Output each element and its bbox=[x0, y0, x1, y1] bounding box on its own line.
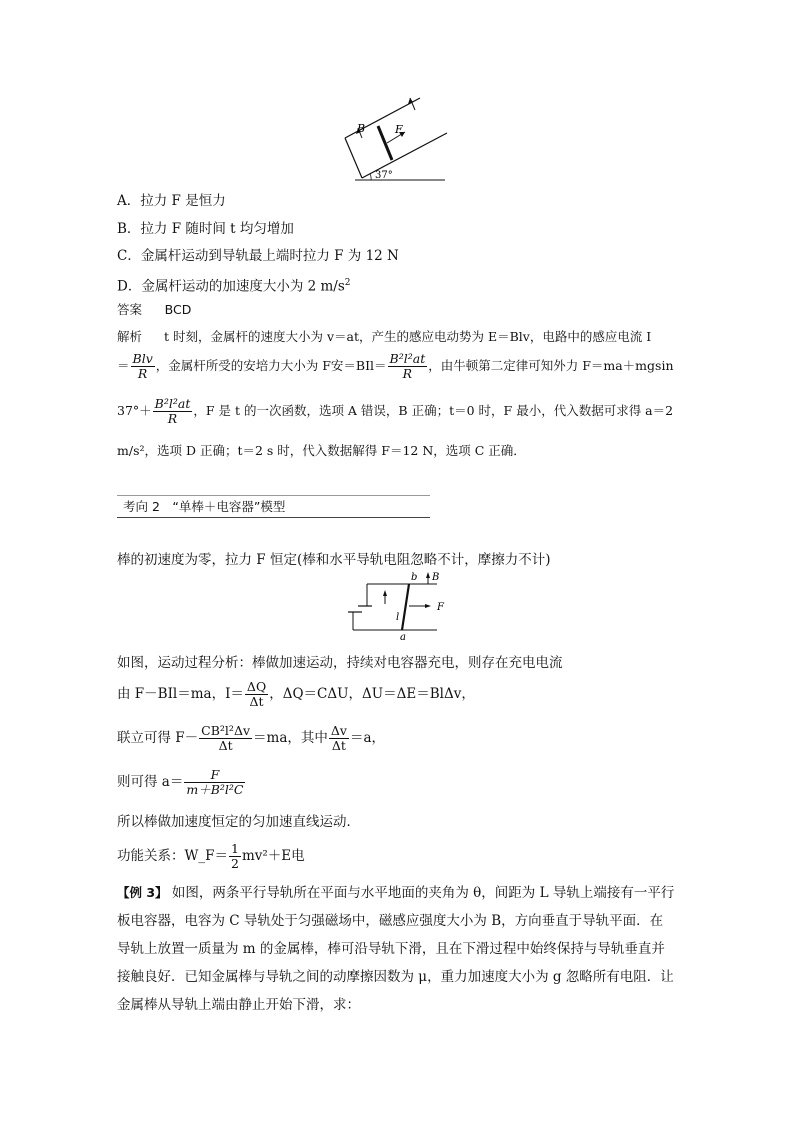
fraction-numerator: 1 bbox=[231, 841, 239, 856]
body-p2 bbox=[117, 680, 475, 716]
fig2-label-B: B bbox=[432, 572, 440, 583]
example-line-2: 板电容器，电容为 C 导轨处于匀强磁场中，磁感应强度大小为 B，方向垂直于导轨平面．在 bbox=[117, 913, 664, 929]
fraction-denominator: R bbox=[137, 366, 148, 381]
fig1-label-f: F bbox=[395, 123, 403, 136]
inclined-rail-figure bbox=[335, 88, 455, 188]
answer-label: 答案 bbox=[117, 302, 143, 317]
fraction-numerator: B²l²at bbox=[389, 351, 426, 366]
fraction-denominator: Δt bbox=[218, 738, 233, 753]
option-c: C．金属杆运动到导轨最上端时拉力 F 为 12 N bbox=[117, 248, 399, 264]
analysis-line-2 bbox=[117, 352, 674, 386]
fraction-numerator: Δv bbox=[330, 723, 347, 738]
example-tag: 【例 3】 bbox=[117, 885, 168, 900]
fraction bbox=[229, 842, 241, 871]
example-line-1 bbox=[117, 883, 674, 903]
option-d-superscript: 2 bbox=[344, 278, 351, 288]
example-line-3: 导轨上放置一质量为 m 的金属棒，棒可沿导轨下滑，且在下滑过程中始终保持与导轨垂直并 bbox=[117, 941, 665, 957]
fraction-numerator: Blv bbox=[132, 351, 153, 366]
fig1-label-b: B bbox=[357, 122, 366, 135]
analysis-eq: ＝ bbox=[117, 358, 130, 373]
body-p1: 如图，运动过程分析：棒做加速运动，持续对电容器充电，则存在充电电流 bbox=[117, 655, 563, 671]
body-p2-end: ，ΔQ＝CΔU，ΔU＝ΔE＝BlΔv， bbox=[269, 686, 475, 702]
analysis-label: 解析 bbox=[117, 329, 143, 344]
section-header bbox=[117, 495, 430, 517]
body-p3-end: ＝a， bbox=[349, 730, 386, 746]
fig2-label-b-small: b bbox=[411, 572, 418, 583]
fraction bbox=[199, 724, 252, 753]
body-p2-pre: 由 F－BIl＝ma，I＝ bbox=[117, 686, 244, 702]
fraction bbox=[245, 680, 268, 709]
answer-line bbox=[117, 300, 191, 320]
body-p3 bbox=[117, 724, 385, 760]
analysis-text-3: ，由牛顿第二定律可知外力 F＝ma＋mgsin bbox=[428, 358, 674, 373]
fraction-numerator: ΔQ bbox=[246, 679, 267, 694]
body-p3-mid: ＝ma，其中 bbox=[253, 730, 328, 746]
analysis-line-3 bbox=[117, 397, 673, 431]
fraction-denominator: m＋B²l²C bbox=[186, 782, 244, 797]
fig2-label-l: l bbox=[396, 612, 400, 623]
fraction-numerator: F bbox=[184, 768, 245, 783]
fraction-denominator: R bbox=[167, 411, 178, 426]
body-p6 bbox=[117, 842, 305, 878]
fraction bbox=[131, 352, 155, 381]
fig2-label-F: F bbox=[437, 602, 444, 613]
fraction bbox=[153, 397, 193, 426]
fraction-denominator: 2 bbox=[231, 856, 239, 871]
body-p6-end: mv²＋E电 bbox=[241, 848, 305, 864]
analysis-text-2: ，金属杆所受的安培力大小为 F安＝BIl＝ bbox=[155, 358, 387, 373]
fig2-label-a: a bbox=[400, 632, 406, 642]
fraction bbox=[184, 768, 245, 797]
body-p3-pre: 联立可得 F－ bbox=[117, 730, 199, 746]
capacitor-rail-figure bbox=[345, 570, 450, 642]
fraction-denominator: Δt bbox=[331, 738, 346, 753]
analysis-line-4: m/s²，选项 D 正确；t＝2 s 时，代入数据解得 F＝12 N，选项 C 正确． bbox=[117, 443, 526, 458]
analysis-text-1: t 时刻，金属杆的速度大小为 v＝at，产生的感应电动势为 E＝Blv，电路中的感应电流 I bbox=[163, 329, 652, 344]
fraction-numerator: CB²l²Δv bbox=[201, 723, 251, 738]
option-a: A．拉力 F 是恒力 bbox=[117, 193, 226, 209]
fraction bbox=[329, 724, 349, 753]
fraction-denominator: Δt bbox=[249, 694, 264, 709]
body-p5: 所以棒做加速度恒定的匀加速直线运动． bbox=[117, 814, 360, 830]
example-line-4: 接触良好．已知金属棒与导轨之间的动摩擦因数为 μ，重力加速度大小为 g 忽略所有电阻．让 bbox=[117, 969, 674, 985]
fraction-denominator: R bbox=[402, 366, 413, 381]
option-d bbox=[117, 273, 351, 297]
body-p6-pre: 功能关系：W_F＝ bbox=[117, 848, 228, 864]
fig1-angle: 37° bbox=[375, 170, 393, 181]
section-title: 考向 2 “单棒＋电容器”模型 bbox=[123, 499, 286, 514]
fraction-numerator: B²l²at bbox=[154, 396, 191, 411]
analysis-text-4: 37°＋ bbox=[117, 403, 152, 418]
intro-text: 棒的初速度为零，拉力 F 恒定(棒和水平导轨电阻忽略不计，摩擦力不计) bbox=[117, 552, 551, 568]
body-p4-pre: 则可得 a＝ bbox=[117, 774, 184, 790]
body-p4 bbox=[117, 768, 246, 804]
example-line-5: 金属棒从导轨上端由静止开始下滑，求： bbox=[117, 997, 360, 1013]
fraction bbox=[388, 352, 428, 381]
option-d-text: D．金属杆运动的加速度大小为 2 m/s bbox=[117, 278, 345, 295]
answer-value: BCD bbox=[164, 302, 192, 317]
option-b: B．拉力 F 随时间 t 均匀增加 bbox=[117, 221, 294, 237]
example-text-1: 如图，两条平行导轨所在平面与水平地面的夹角为 θ，间距为 L 导轨上端接有一平行 bbox=[171, 885, 675, 901]
analysis-text-5: ，F 是 t 的一次函数，选项 A 错误，B 正确；t＝0 时，F 最小，代入数据可求得 a＝2 bbox=[193, 403, 674, 418]
analysis-line-1 bbox=[117, 327, 651, 347]
